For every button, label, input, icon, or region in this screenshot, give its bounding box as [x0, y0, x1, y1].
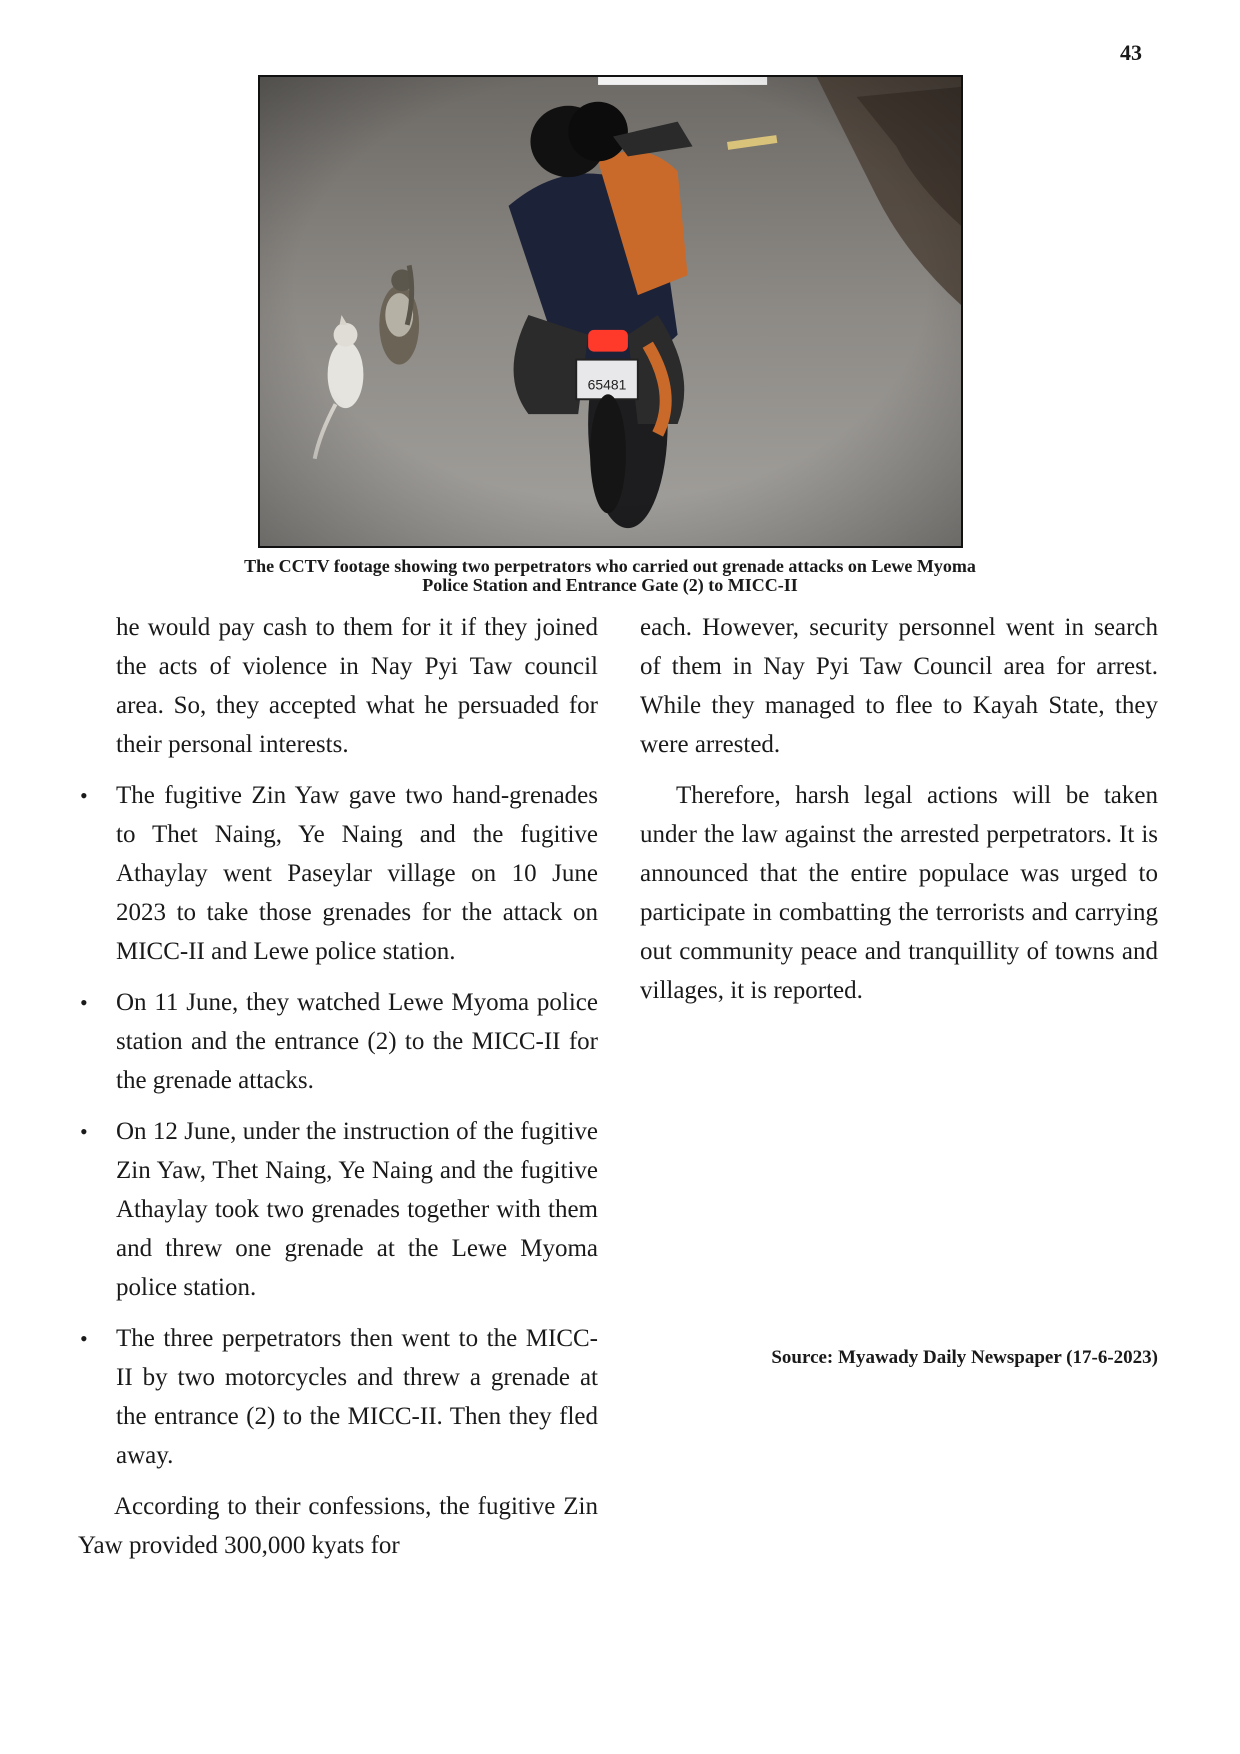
right-column	[640, 608, 1158, 1022]
bullet-text: The three perpetrators then went to the MICC-II by two motorcycles and threw a grenade at the entrance (2) to the MICC-II. Then they fled away.	[116, 1325, 598, 1469]
bullet-text: On 12 June, under the instruction of the fugitive Zin Yaw, Thet Naing, Ye Naing and the fugitive Athaylay took two grenades together with them and threw one grenade at the Lewe Myoma police station.	[116, 1118, 598, 1301]
right-continuation: each. However, security personnel went in search of them in Nay Pyi Taw Council area for arrest. While they managed to flee to Kayah State, they were arrested.	[640, 614, 1158, 758]
bullet-item	[78, 983, 598, 1100]
cctv-photo-illustration	[260, 77, 961, 546]
caption-line-1: The CCTV footage showing two perpetrators who carried out grenade attacks on Lewe Myoma	[244, 556, 976, 576]
closing-paragraph: According to their confessions, the fugitive Zin Yaw provided 300,000 kyats for	[78, 1493, 598, 1559]
bullet-dot-icon: •	[80, 990, 88, 1015]
bullet-dot-icon: •	[80, 1326, 88, 1351]
left-column	[78, 608, 598, 1577]
source-credit: Source: Myawady Daily Newspaper (17-6-2023)	[771, 1347, 1158, 1368]
page-number: 43	[1120, 40, 1142, 65]
photo-caption	[160, 557, 1060, 595]
caption-line-2: Police Station and Entrance Gate (2) to MICC-II	[422, 575, 798, 595]
right-paragraph: Therefore, harsh legal actions will be taken under the law against the arrested perpetrators. It is announced that the entire populace was urged to participate in combatting the terrorists and carrying out community peace and tranquillity of towns and villages, it is reported.	[640, 782, 1158, 1004]
bullet-dot-icon: •	[80, 1119, 88, 1144]
bullet-text: On 11 June, they watched Lewe Myoma police station and the entrance (2) to the MICC-II for the grenade attacks.	[116, 989, 598, 1094]
cctv-photo	[258, 75, 963, 548]
bullet-dot-icon: •	[80, 783, 88, 808]
bullet-item	[78, 1319, 598, 1475]
intro-continuation: he would pay cash to them for it if they joined the acts of violence in Nay Pyi Taw council area. So, they accepted what he persuaded for their personal interests.	[116, 614, 598, 758]
bullet-item	[78, 776, 598, 971]
bullet-text: The fugitive Zin Yaw gave two hand-grenades to Thet Naing, Ye Naing and the fugitive Athaylay went Paseylar village on 10 June 2023 to take those grenades for the attack on MICC-II and Lewe police station.	[116, 782, 598, 965]
bullet-item	[78, 1112, 598, 1307]
